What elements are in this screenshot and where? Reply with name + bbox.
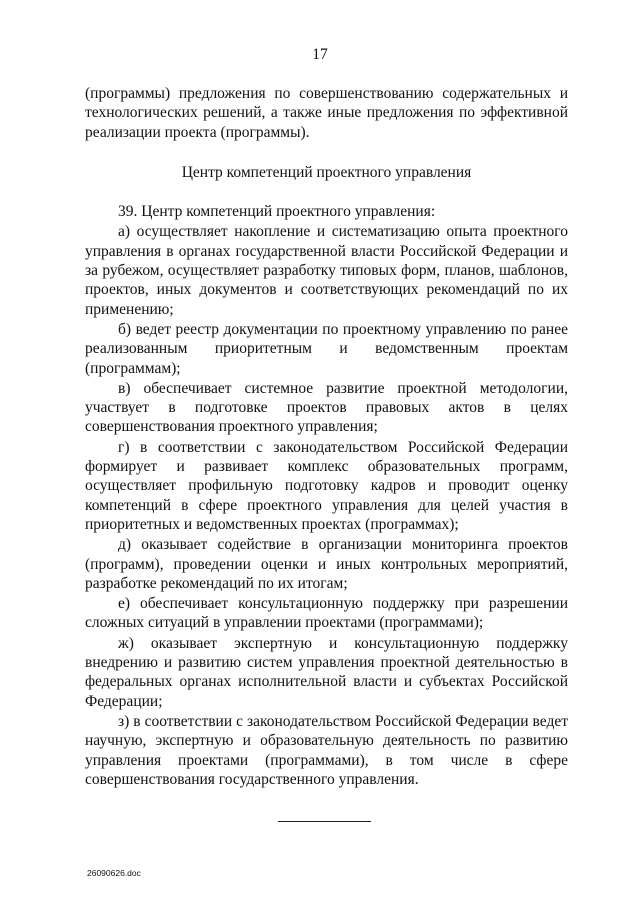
page-number: 17 bbox=[312, 46, 328, 63]
clause-item-zh: ж) оказывает экспертную и консультационную поддержку внедрению и развитию систем управления проектной деятельностью в федеральных органах исполнительной власти и субъектах Российской Федерации; bbox=[85, 634, 568, 710]
section-heading: Центр компетенций проектного управления bbox=[181, 163, 472, 181]
intro-paragraph: (программы) предложения по совершенствованию содержательных и технологических решений, а также иные предложения по эффективной реализации проекта (программы). bbox=[85, 85, 568, 141]
closing-rule bbox=[278, 821, 371, 822]
clause-item-d: д) оказывает содействие в организации мониторинга проектов (программ), проведении оценки и иных контрольных мероприятий, разработке рекомендаций по их итогам; bbox=[85, 536, 568, 592]
clause-item-z: з) в соответствии с законодательством Российской Федерации ведет научную, экспертную и образовательную деятельность по развитию управления проектами (программами), в том числе в сфере совершенствования государственного управления. bbox=[85, 712, 568, 788]
clause-39-title: 39. Центр компетенций проектного управления: bbox=[118, 203, 436, 221]
document-code: 26090626.doc bbox=[87, 868, 141, 878]
clause-item-b: б) ведет реестр документации по проектному управлению по ранее реализованным приоритетным и ведомственным проектам (программам); bbox=[85, 320, 568, 377]
clause-item-v: в) обеспечивает системное развитие проектной методологии, участвует в подготовке проектов правовых актов в целях совершенствования проектного управления; bbox=[85, 379, 568, 436]
document-body bbox=[85, 84, 568, 789]
clause-item-e: е) обеспечивает консультационную поддержку при разрешении сложных ситуаций в управлении проектами (программами); bbox=[85, 595, 568, 632]
clause-item-a: а) осуществляет накопление и систематизацию опыта проектного управления в органах государственной власти Российской Федерации и за рубежом, осуществляет разработку типовых форм, планов, шаблонов, проектов, иных документов и соответствующих рекомендаций по их применению; bbox=[85, 223, 568, 318]
clause-item-g: г) в соответствии с законодательством Российской Федерации формирует и развивает комплекс образовательных программ, осуществляет профильную подготовку кадров и проводит оценку компетенций в сфере проектного управления для целей участия в приоритетных и ведомственных проектах (программах); bbox=[85, 438, 568, 533]
